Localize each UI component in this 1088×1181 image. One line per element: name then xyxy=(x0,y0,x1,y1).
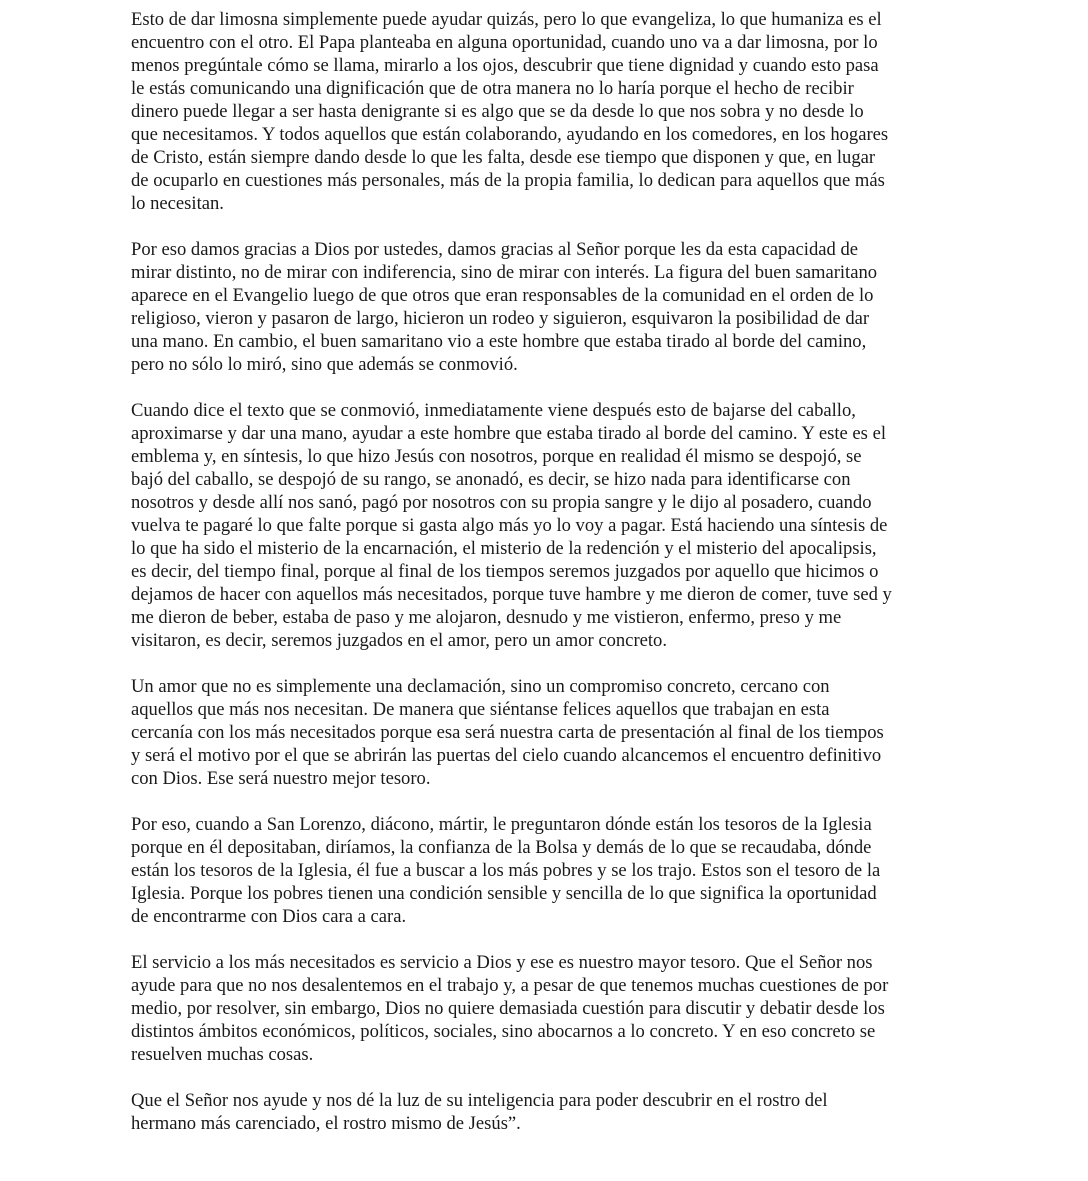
paragraph-5: Por eso, cuando a San Lorenzo, diácono, mártir, le preguntaron dónde están los tesoros de la Iglesia porque en él depositaban, diríamos, la confianza de la Bolsa y demás de lo que se recaudaba, dónde están los tesoros de la Iglesia, él fue a buscar a los más pobres y se los trajo. Estos son el tesoro de la Iglesia. Porque los pobres tienen una condición sensible y sencilla de lo que significa la oportunidad de encontrarme con Dios cara a cara. xyxy=(131,814,881,927)
paragraph-2: Por eso damos gracias a Dios por ustedes, damos gracias al Señor porque les da esta capacidad de mirar distinto, no de mirar con indiferencia, sino de mirar con interés. La figura del buen samaritano aparece en el Evangelio luego de que otros que eran responsables de la comunidad en el orden de lo religioso, vieron y pasaron de largo, hicieron un rodeo y siguieron, esquivaron la posibilidad de dar una mano. En cambio, el buen samaritano vio a este hombre que estaba tirado al borde del camino, pero no sólo lo miró, sino que además se conmovió. xyxy=(131,239,878,375)
paragraph-6: El servicio a los más necesitados es servicio a Dios y ese es nuestro mayor tesoro. Que el Señor nos ayude para que no nos desalentemos en el trabajo y, a pesar de que tenemos muchas cuestiones de por medio, por resolver, sin embargo, Dios no quiere demasiada cuestión para discutir y debatir desde los distintos ámbitos económicos, políticos, sociales, sino abocarnos a lo concreto. Y en eso concreto se resuelven muchas cosas. xyxy=(131,952,889,1065)
paragraph-4: Un amor que no es simplemente una declamación, sino un compromiso concreto, cercano con aquellos que más nos necesitan. De manera que siéntanse felices aquellos que trabajan en esta cercanía con los más necesitados porque esa será nuestra carta de presentación al final de los tiempos y será el motivo por el que se abrirán las puertas del cielo cuando alcancemos el encuentro definitivo con Dios. Ese será nuestro mejor tesoro. xyxy=(131,676,884,789)
paragraph-1: Esto de dar limosna simplemente puede ayudar quizás, pero lo que evangeliza, lo que humaniza es el encuentro con el otro. El Papa planteaba en alguna oportunidad, cuando uno va a dar limosna, por lo menos pregúntale cómo se llama, mirarlo a los ojos, descubrir que tiene dignidad y cuando esto pasa le estás comunicando una dignificación que de otra manera no lo haría porque el hecho de recibir dinero puede llegar a ser hasta denigrante si es algo que se da desde lo que nos sobra y no desde lo que necesitamos. Y todos aquellos que están colaborando, ayudando en los comedores, en los hogares de Cristo, están siempre dando desde lo que les falta, desde ese tiempo que disponen y que, en lugar de ocuparlo en cuestiones más personales, más de la propia familia, lo dedican para aquellos que más lo necesitan. xyxy=(131,9,889,214)
paragraph-3: Cuando dice el texto que se conmovió, inmediatamente viene después esto de bajarse del caballo, aproximarse y dar una mano, ayudar a este hombre que estaba tirado al borde del camino. Y este es el emblema y, en síntesis, lo que hizo Jesús con nosotros, porque en realidad él mismo se despojó, se bajó del caballo, se despojó de su rango, se anonadó, es decir, se hizo nada para identificarse con nosotros y desde allí nos sanó, pagó por nosotros con su propia sangre y le dijo al posadero, cuando vuelva te pagaré lo que falte porque si gasta algo más yo lo voy a pagar. Está haciendo una síntesis de lo que ha sido el misterio de la encarnación, el misterio de la redención y el misterio del apocalipsis, es decir, del tiempo final, porque al final de los tiempos seremos juzgados por aquello que hicimos o dejamos de hacer con aquellos más necesitados, porque tuve hambre y me dieron de comer, tuve sed y me dieron de beber, estaba de paso y me alojaron, desnudo y me vistieron, enfermo, preso y me visitaron, es decir, seremos juzgados en el amor, pero un amor concreto. xyxy=(131,400,892,651)
document-page xyxy=(131,8,961,1158)
paragraph-7: Que el Señor nos ayude y nos dé la luz de su inteligencia para poder descubrir en el rostro del hermano más carenciado, el rostro mismo de Jesús”. xyxy=(131,1090,828,1134)
